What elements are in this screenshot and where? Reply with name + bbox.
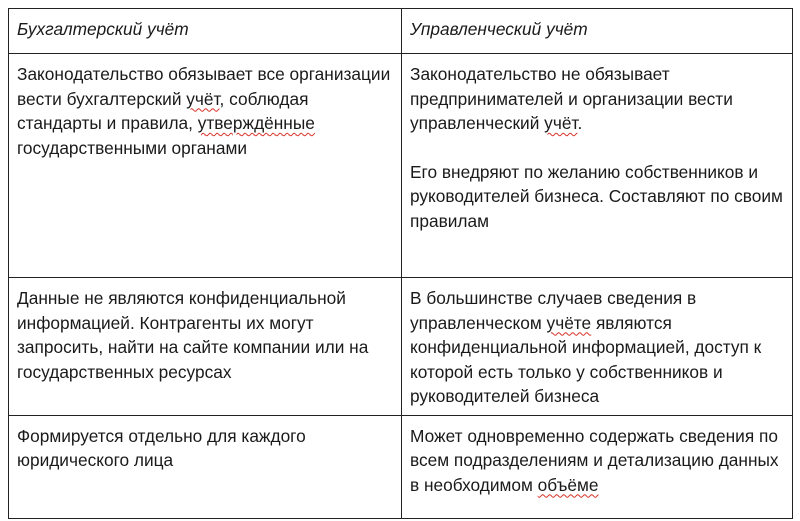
table-row <box>9 54 793 278</box>
table-row <box>9 278 793 416</box>
cell-text: государственными органами <box>17 137 247 158</box>
cell-text: , соблюдая стандарты и правила, <box>17 88 309 133</box>
spellcheck-word: учёте <box>546 312 592 333</box>
header-row <box>9 9 793 54</box>
header-management: Управленческий учёт <box>402 9 793 54</box>
cell-text: Может одновременно содержать сведения по всем подразделениям и детализацию данных в необходимом <box>410 425 779 495</box>
comparison-table <box>8 8 793 519</box>
cell-accounting-obligation <box>9 54 402 278</box>
cell-accounting-confidentiality: Данные не являются конфиденциальной информацией. Контрагенты их могут запросить, найти на сайте компании или на государственных ресурсах <box>9 278 402 416</box>
cell-management-confidentiality <box>402 278 793 416</box>
cell-text: В большинстве случаев сведения в управленческом <box>410 288 697 333</box>
cell-accounting-scope: Формируется отдельно для каждого юридического лица <box>9 415 402 518</box>
cell-text: являются конфиденциальной информацией, доступ к которой есть только у собственников и руководителей бизнеса <box>410 312 762 406</box>
cell-text: Законодательство не обязывает предпринимателей и организации вести управленческий <box>410 64 733 133</box>
paragraph <box>410 62 784 136</box>
spellcheck-word: учёт <box>186 88 220 109</box>
cell-text: Законодательство обязывает все организации вести бухгалтерский <box>17 64 391 109</box>
table-row <box>9 415 793 518</box>
paragraph: Его внедряют по желанию собственников и руководителей бизнеса. Составляют по своим правилам <box>410 161 783 231</box>
spellcheck-word: объёме <box>537 474 599 495</box>
cell-text: . <box>577 113 583 133</box>
spellcheck-word: учёт <box>544 113 578 133</box>
cell-management-obligation <box>402 54 793 278</box>
cell-management-scope <box>402 415 793 518</box>
spellcheck-word: утверждённые <box>197 113 315 133</box>
header-accounting: Бухгалтерский учёт <box>9 9 402 54</box>
